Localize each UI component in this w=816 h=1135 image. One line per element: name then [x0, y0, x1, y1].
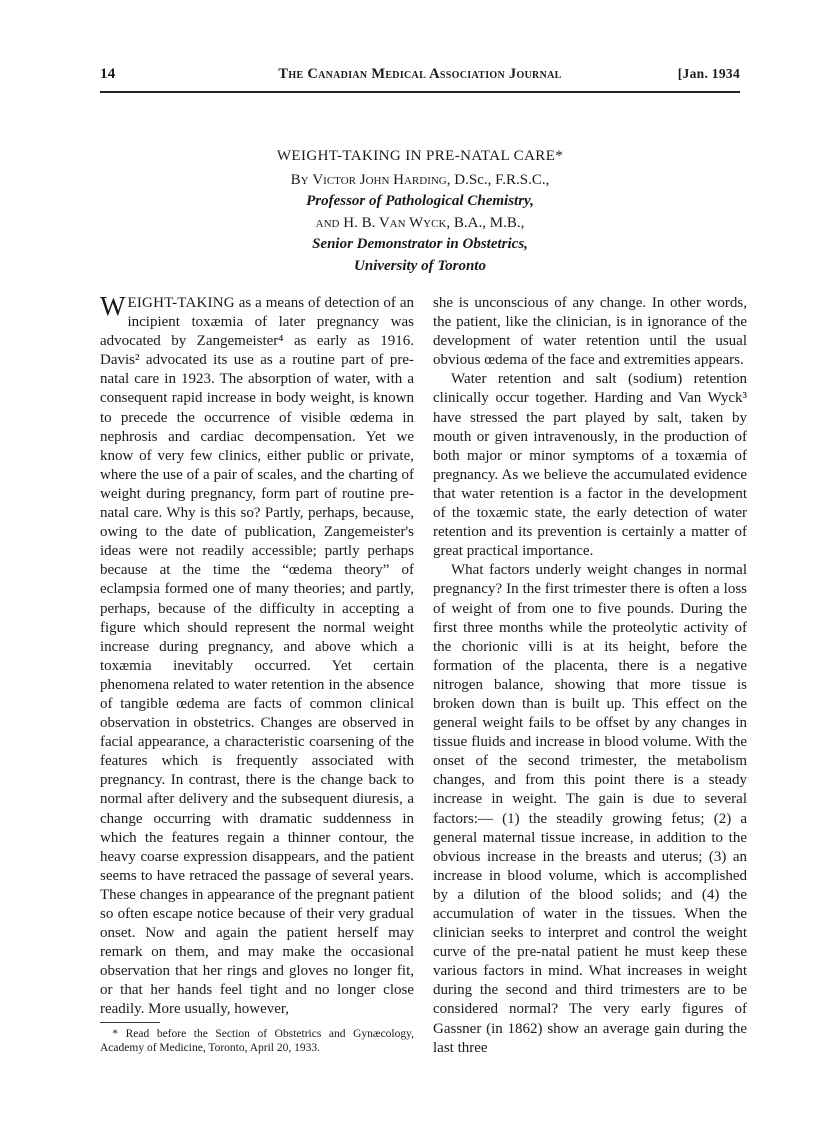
paragraph-3: What factors underly weight changes in normal pregnancy? In the first trimester there is often a loss of weight of from one to five pounds. During the first three months while the proteolytic activity of the chorionic villi is at its height, before the formation of the placenta, there is a negative nitrogen balance, showing that more tissue is broken down than is built up. This effect on the general weight fails to be offset by any changes in tissue fluids and increase in blood volume. With the onset of the second trimester, the metabolism changes, and from this point there is a steady increase in weight. The gain is due to several factors:— (1) the steadily growing fetus; (2) a general maternal tissue increase, in addition to the obvious increase in the breasts and uterus; (3) an increase in blood volume, which is accomplished by a dilution of the blood solids; and (4) the accumulation of water in the tissues. When the clinician seeks to interpret and control the weight curve of the pre-natal patient he must keep these various factors in mind. What increases in weight during the second and third trimesters are to be considered normal? The very early figures of Gassner (in 1862) show an average gain during the last three — [433, 562, 747, 1056]
page-number: 14 — [100, 66, 116, 82]
issue-date: [Jan. 1934 — [677, 66, 740, 81]
affiliation: University of Toronto — [354, 257, 486, 274]
article-title: WEIGHT-TAKING IN PRE-NATAL CARE* — [276, 148, 564, 164]
author1-degrees: , D.Sc., F.R.S.C., — [446, 171, 550, 188]
left-column — [100, 291, 414, 1020]
journal-title: The Canadian Medical Association Journal — [278, 66, 562, 82]
header-rule — [100, 91, 740, 93]
paragraph-1-text: as a means of detection of an incipient toxæmia of later pregnancy was advocated by Zangemeister⁴ as early as 1916. Davis² advocated its use as a routine part of pre-natal care in 1923. The absorption of water, with a consequent rapid increase in body weight, is known to precede the occurrence of visible œdema in nephrosis and cardiac decompensation. Yet we know of very few clinics, either public or private, where the use of a pair of scales, and the charting of weight during pregnancy, form part of routine pre-natal care. Why is this so? Partly, perhaps, because, owing to the date of publication, Zangemeister's ideas were not readily accessible; partly perhaps because at the time the “œdema theory” of eclampsia formed one of many theories; and partly, perhaps, because of the difficulty in accepting a figure which should represent the normal weight increase during pregnancy, and above which a toxæmia inevitably occurred. Yet certain phenomena related to water retention in the absence of tangible œdema are facts of common clinical observation in obstetrics. Changes are observed in facial appearance, a characteristic coarsening of the features which is frequently associated with pregnancy. In contrast, there is the change back to normal after delivery and the subsequent diuresis, a change occurring with dramatic suddenness in which the features regain a thinner contour, the heavy coarse expression disappears, and the patient seems to have retraced the passage of several years. These changes in appearance of the pregnant patient so often escape notice because of their very gradual onset. Now and again the patient herself may remark on them, and may make the occasional observation that her rings and gloves no longer fit, or that her hands feel tight and no longer close readily. More usually, however, — [100, 295, 414, 1018]
byline-author2 — [100, 213, 740, 235]
running-header — [100, 66, 740, 86]
author1-name: Victor John Harding — [312, 171, 447, 188]
footnote-text: Read before the Section of Obstetrics and Gynæcology, Academy of Medicine, Toronto, April 20, 1933. — [100, 1028, 414, 1054]
paragraph-2: Water retention and salt (sodium) retention clinically occur together. Harding and Van Wyck³ have stressed the part played by salt, taken by mouth or given intravenously, in the production of both major or minor symptoms of a toxæmia of pregnancy. As we believe the accumulated evidence that water retention is a factor in the development of the toxæmic state, the early detection of water retention and its prevention is certainly a matter of great practical importance. — [433, 371, 747, 560]
footnote — [100, 1028, 414, 1055]
footnote-marker: * — [112, 1028, 118, 1040]
author2-title: Senior Demonstrator in Obstetrics, — [312, 236, 528, 253]
and-word: and — [315, 214, 340, 231]
title-block — [100, 146, 740, 278]
author2-name: H. B. Van Wyck — [343, 214, 447, 231]
paragraph-1 — [100, 291, 414, 1020]
byline-prefix: By — [290, 171, 309, 188]
paragraph-1-continued: she is unconscious of any change. In other words, the patient, like the clinician, is in ignorance of the development of water retention until the usual obvious œdema of the face and extremities appears. — [433, 295, 747, 369]
byline-author1 — [100, 170, 740, 192]
author1-title: Professor of Pathological Chemistry, — [306, 193, 534, 210]
footnote-rule — [100, 1022, 160, 1023]
right-column — [433, 294, 747, 1058]
drop-cap: W — [100, 291, 126, 321]
lead-in: EIGHT-TAKING — [127, 295, 235, 311]
author2-degrees: , B.A., M.B., — [446, 214, 525, 231]
